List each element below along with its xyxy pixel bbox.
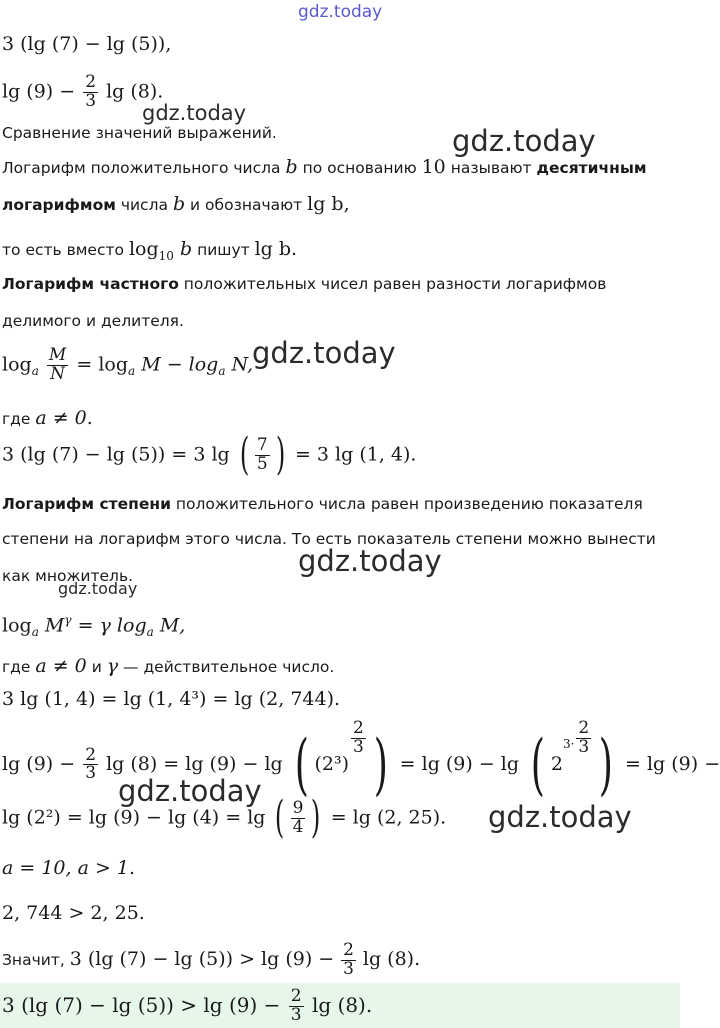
term: Логарифм частного (2, 275, 179, 293)
numerator: M (48, 345, 67, 365)
text: Логарифм положительного числа (2, 159, 281, 177)
calculation-2: 3 lg (1, 4) = lg (1, 4³) = lg (2, 744). (2, 688, 341, 710)
text: называют (450, 159, 532, 177)
denominator: 3 (85, 763, 97, 784)
denominator: 4 (292, 816, 304, 837)
watermark: gdz.today (452, 124, 596, 158)
exp-coef: 3· (562, 736, 575, 751)
text: lg (8) = lg (9) − lg (106, 752, 283, 775)
text: и обозначают (190, 196, 303, 214)
paren-open: ( (530, 725, 546, 803)
rule-power-2: степени на логарифм этого числа. То есть показатель степени можно вынести (2, 530, 656, 548)
text: числа (120, 196, 168, 214)
base: a (128, 364, 136, 379)
log: log (2, 353, 32, 376)
fraction (289, 988, 304, 1025)
text: lg (9) − (2, 80, 76, 103)
numerator: 2 (85, 72, 97, 92)
term: десятичным (536, 159, 647, 177)
formula-quotient (2, 347, 253, 384)
numerator: 2 (343, 940, 354, 960)
watermark: gdz.today (252, 336, 396, 370)
text: lg (2²) = lg (9) − lg (4) = lg (2, 806, 266, 829)
rule-power-3: как множитель. (2, 567, 134, 585)
formula-power (2, 609, 185, 643)
log: log (2, 614, 32, 637)
condition-1 (2, 407, 93, 430)
fraction (83, 744, 98, 784)
text: = lg (9) − (625, 752, 720, 775)
calculation-1 (2, 429, 417, 481)
denominator: N (50, 363, 66, 384)
math: lg b, (307, 193, 350, 215)
watermark: gdz.today (142, 101, 247, 125)
text: то есть вместо (2, 241, 124, 259)
rule-quotient-2: делимого и делителя. (2, 312, 184, 330)
fraction (291, 800, 306, 837)
watermark: gdz.today (488, 800, 632, 834)
exponent: γ (64, 613, 72, 627)
fraction (341, 942, 356, 979)
text: положительных чисел равен разности логарифмов (183, 275, 607, 293)
text: M − log (141, 353, 219, 376)
text: 3 (lg (7) − lg (5)) > lg (9) − (2, 992, 281, 1017)
denominator: 3 (353, 736, 364, 757)
numerator: 2 (353, 718, 364, 738)
fraction (83, 74, 98, 111)
text: lg (8). (106, 80, 164, 103)
text: N, (231, 353, 253, 376)
fraction (351, 720, 366, 757)
log: log (128, 238, 159, 260)
text: = log (76, 353, 128, 376)
fraction (47, 347, 68, 384)
expression-1: 3 (lg (7) − lg (5)), (2, 33, 172, 55)
text: = 3 lg (1, 4). (294, 443, 417, 466)
paren-open: ( (239, 429, 250, 481)
rule-quotient-1 (2, 273, 606, 295)
condition-2 (2, 655, 334, 678)
calculation-5: a = 10, a > 1. (2, 857, 136, 879)
paren-close: ) (599, 725, 614, 803)
watermark: gdz.today (118, 774, 262, 808)
answer (2, 988, 372, 1025)
text: = γ log (77, 614, 147, 637)
base: 2 (550, 752, 563, 775)
math: γ (106, 655, 119, 677)
text: положительного числа равен произведению показателя (175, 495, 643, 513)
definition-line-1 (2, 156, 647, 179)
watermark: gdz.today (58, 579, 138, 598)
math: a ≠ 0 (35, 655, 87, 677)
text: где (2, 410, 31, 428)
calculation-4 (2, 792, 447, 844)
definition-line-3 (2, 238, 297, 267)
math: a ≠ 0. (35, 407, 93, 429)
paren-open: ( (275, 792, 285, 844)
paren-close: ) (373, 725, 388, 803)
var: M (44, 614, 65, 637)
numerator: 7 (256, 435, 268, 455)
math: 10 (421, 156, 446, 178)
rule-power-1 (2, 493, 643, 515)
math: 3 (lg (7) − lg (5)) > lg (9) − (69, 947, 335, 970)
base: a (31, 625, 39, 640)
base-power: (2³) (314, 752, 350, 775)
denominator: 3 (85, 90, 97, 111)
numerator: 2 (578, 718, 590, 738)
text: lg (8). (311, 992, 373, 1017)
term: Логарифм степени (2, 495, 171, 513)
conclusion (2, 942, 420, 979)
math: lg (8). (362, 947, 421, 970)
numerator: 2 (85, 744, 97, 765)
definition-line-2 (2, 193, 350, 216)
math: b (285, 156, 298, 178)
denominator: 5 (256, 453, 268, 474)
paren-close: ) (275, 429, 286, 481)
text: и (91, 658, 102, 676)
numerator: 2 (290, 986, 302, 1006)
term: логарифмом (2, 196, 116, 214)
text: = lg (9) − lg (399, 752, 520, 775)
text: где (2, 658, 31, 676)
denominator: 3 (343, 958, 354, 979)
section-heading: Сравнение значений выражений. (2, 124, 277, 142)
calculation-6: 2, 744 > 2, 25. (2, 902, 145, 924)
math (128, 238, 193, 263)
text: пишут (197, 241, 250, 259)
numerator: 9 (292, 798, 304, 818)
fraction (255, 437, 270, 474)
math: b (172, 193, 186, 215)
math: lg b. (254, 238, 298, 260)
watermark: gdz.today (298, 2, 383, 22)
fraction (576, 720, 591, 757)
denominator: 3 (578, 736, 590, 757)
base: a (31, 364, 39, 379)
text: — действительное число. (123, 658, 335, 676)
paren-close: ) (311, 792, 321, 844)
text: по основанию (302, 159, 417, 177)
denominator: 3 (290, 1004, 302, 1025)
text: M, (159, 614, 186, 637)
base: a (218, 364, 226, 379)
expression-2 (2, 74, 163, 111)
text: lg (9) − (2, 752, 76, 775)
text: Значит, (2, 950, 65, 969)
text: = lg (2, 25). (330, 806, 447, 829)
watermark: gdz.today (298, 544, 442, 578)
base: a (146, 625, 154, 640)
base: 10 (158, 248, 174, 263)
text: 3 (lg (7) − lg (5)) = 3 lg (2, 443, 230, 466)
paren-open: ( (294, 725, 309, 803)
var: b (179, 238, 193, 260)
